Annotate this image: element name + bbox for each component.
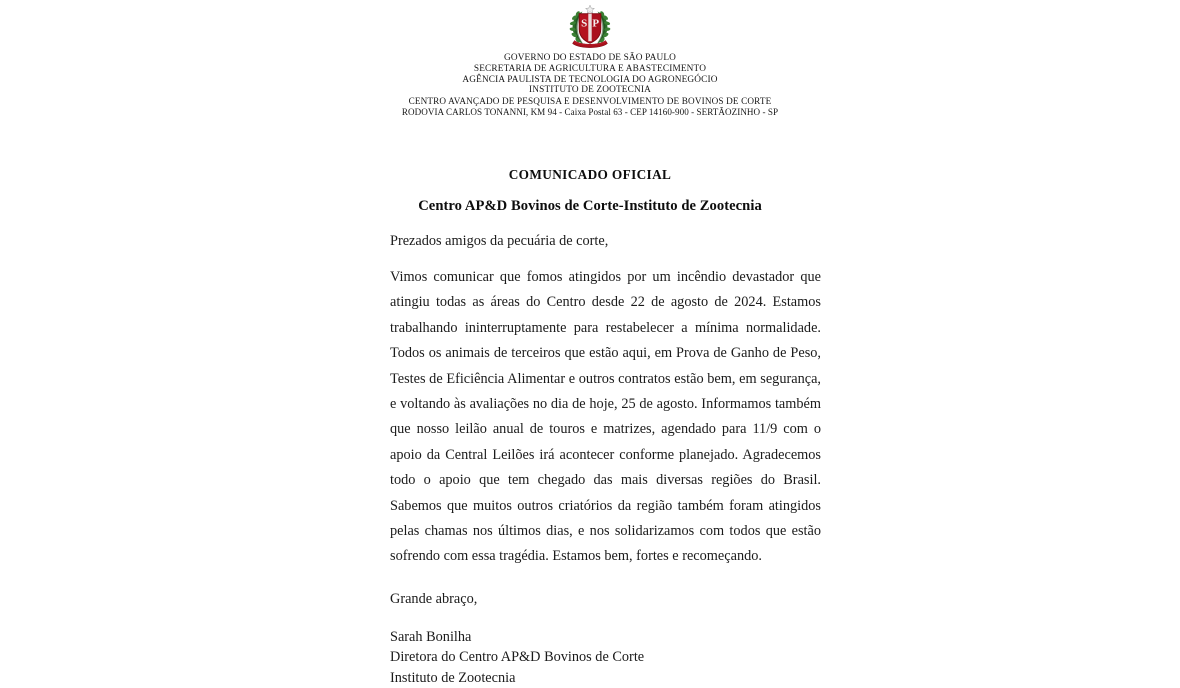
- letter-body: [390, 231, 821, 688]
- svg-text:S: S: [581, 17, 588, 30]
- body-paragraph: Vimos comunicar que fomos atingidos por um incêndio devastador que atingiu todas as áreas do Centro desde 22 de agosto de 2024. Estamos trabalhando ininterruptamente para restabelecer a mínima normalidade. Todos os animais de terceiros que estão aqui, em Prova de Ganho de Peso, Testes de Eficiência Alimentar e outros contratos estão bem, em segurança, e voltando às avaliações no dia de hoje, 25 de agosto. Informamos também que nosso leilão anual de touros e matrizes, agendado para 11/9 com o apoio da Central Leilões irá acontecer conforme planejado. Agradecemos todo o apoio que tem chegado das mais diversas regiões do Brasil. Sabemos que muitos outros criatórios da região também foram atingidos pelas chamas nos últimos dias, e nos solidarizamos com todos que estão sofrendo com essa tragédia. Estamos bem, fortes e recomeçando.: [390, 269, 821, 565]
- salutation: Prezados amigos da pecuária de corte,: [390, 233, 609, 249]
- letterhead-org-lines: [0, 53, 1180, 118]
- signer-role: Diretora do Centro AP&D Bovinos de Corte: [390, 649, 645, 666]
- letterhead: [0, 0, 1180, 118]
- signer-name: Sarah Bonilha: [390, 628, 472, 645]
- closing-line: Grande abraço,: [390, 590, 478, 607]
- svg-text:P: P: [592, 17, 600, 30]
- signature-block: [390, 627, 821, 688]
- sao-paulo-coat-of-arms-icon: [568, 4, 612, 50]
- letterhead-line-5: CENTRO AVANÇADO DE PESQUISA E DESENVOLVIMENTO DE BOVINOS DE CORTE: [408, 96, 772, 107]
- letterhead-line-4: INSTITUTO DE ZOOTECNIA: [529, 85, 651, 96]
- letterhead-address-line: RODOVIA CARLOS TONANNI, KM 94 - Caixa Postal 63 - CEP 14160-900 - SERTÃOZINHO - SP: [401, 106, 779, 117]
- letterhead-line-2: SECRETARIA DE AGRICULTURA E ABASTECIMENTO: [473, 63, 707, 74]
- page-subtitle: Centro AP&D Bovinos de Corte-Instituto de Zootecnia: [418, 197, 762, 214]
- letterhead-line-3: AGÊNCIA PAULISTA DE TECNOLOGIA DO AGRONEGÓCIO: [462, 74, 718, 85]
- signer-institution: Instituto de Zootecnia: [390, 669, 516, 686]
- page-title: COMUNICADO OFICIAL: [508, 166, 672, 182]
- letterhead-line-1: GOVERNO DO ESTADO DE SÃO PAULO: [503, 53, 677, 63]
